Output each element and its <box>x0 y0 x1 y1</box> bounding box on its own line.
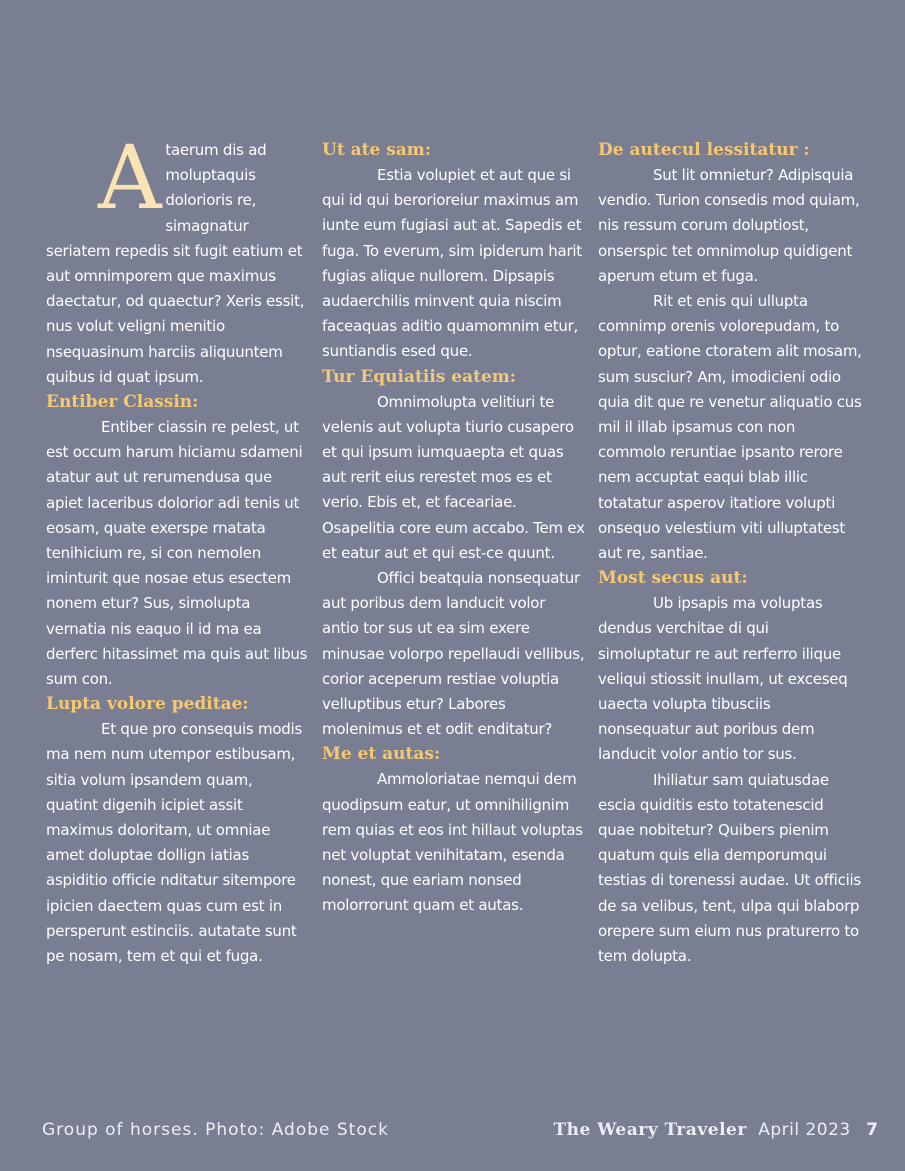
section-heading: Most secus aut: <box>598 568 748 589</box>
article-column-2 <box>322 138 586 919</box>
body-paragraph: Rit et enis qui ullupta comnimp orenis volorepudam, to optur, eatione ctoratem alit mosam, sum susciur? Am, imodicieni odio quia dit que re venetur aliquatio cus mil il illab ipsamus con non commolo reruntiae ipsanto rerore nem accuptat eaqui blab illic totatatur asperov itatiore volupti onsequo velestium viti ulluptatest aut re, santiae. <box>598 292 862 563</box>
issue-date: April 2023 <box>758 1120 851 1140</box>
photo-caption: Group of horses. Photo: Adobe Stock <box>42 1120 389 1140</box>
section-heading: Tur Equiatiis eatem: <box>322 366 517 387</box>
folio <box>553 1120 878 1140</box>
body-paragraph: Entiber ciassin re pelest, ut est occum harum hiciamu sdameni atatur aut ut rerumendusa que apiet laceribus dolorior adi tenis ut eosam, quate exerspe rnatata tenihicium re, si con nemolen iminturit que nosae etus esectem nonem etur? Sus, simolupta vernatia nis eaquo il id ma ea derferc hitassimet ma quis aut libus sum con. <box>46 418 308 689</box>
article-column-1 <box>46 126 308 969</box>
page-footer <box>0 1120 905 1146</box>
body-paragraph: Offici beatquia nonsequatur aut poribus dem landucit volor antio tor sus ut ea sim exere minusae volorpo repellaudi vellibus, corior aceperum restiae voluptia velluptibus etur? Labores molenimus et et odit enditatur? <box>322 569 585 739</box>
body-paragraph: Ammoloriatae nemqui dem quodipsum eatur, ut omnihilignim rem quias et eos int hillaut voluptas net voluptat venihitatam, esenda nonest, que eariam nonsed molorrorunt quam et autas. <box>322 770 583 915</box>
intro-paragraph: taerum dis ad moluptaquis dolorioris re, simagnatur seriatem repedis sit fugit eatium et aut omnimporem que maximus daectatur, od quaectur? Xeris essit, nus volut veligni menitio nsequasinum harciis aliquuntem quibus id quat ipsum. <box>46 141 305 386</box>
page-number: 7 <box>866 1120 878 1140</box>
section-heading: Lupta volore peditae: <box>46 694 249 715</box>
section-heading: Ut ate sam: <box>322 140 432 160</box>
article-column-3 <box>598 138 864 969</box>
magazine-title: The Weary Traveler <box>553 1120 747 1140</box>
section-heading: Entiber Classin: <box>46 392 199 413</box>
section-heading: Me et autas: <box>322 744 441 765</box>
body-paragraph: Sut lit omnietur? Adipisquia vendio. Turion consedis mod quiam, nis ressum corum doluptiost, onserspic tet omnimolup quidigent aperum etum et fuga. <box>598 166 860 285</box>
section-heading: De autecul lessitatur : <box>598 140 810 160</box>
body-paragraph: Omnimolupta velitiuri te velenis aut volupta tiurio cusapero et qui ipsum iumquaepta et quas aut rerit eius rerestet mos es et verio. Ebis et, et faceariae. Osapelitia core eum accabo. Tem ex et eatur aut et qui est-ce quunt. <box>322 392 585 562</box>
body-paragraph: Ub ipsapis ma voluptas dendus verchitae di qui simoluptatur re aut rerferro ilique veliqui stiossit inullam, ut exceseq uaecta volupta tibusciis nonsequatur aut poribus dem landucit volor antio tor sus. <box>598 594 848 764</box>
body-paragraph: Et que pro consequis modis ma nem num utempor estibusam, sitia volum ipsandem quam, quatint digenih icipiet assit maximus doloritam, ut omniae amet doluptae dollign iatias aspiditio officie nditatur sitempore ipicien daectem quas cum est in persperunt estinciis. autatate sunt pe nosam, tem et qui et fuga. <box>46 720 303 966</box>
body-paragraph: Ihiliatur sam quiatusdae escia quiditis esto totatenescid quae nobitetur? Quibers pienim quatum quis elia demporumqui testias di torenessi audae. Ut officiis de sa velibus, tent, ulpa qui blaborp orepere sum eium nus praturerro to tem dolupta. <box>598 770 861 966</box>
drop-cap: A <box>98 126 162 229</box>
body-paragraph: Estia volupiet et aut que si qui id qui berorioreiur maximus am iunte eum fugiasi aut at. Sapedis et fuga. To everum, sim ipiderum harit fugias alique nullorem. Dipsapis audaerchilis minvent quia niscim faceaquas aditio quamomnim etur, suntiandis esed que. <box>322 166 582 361</box>
